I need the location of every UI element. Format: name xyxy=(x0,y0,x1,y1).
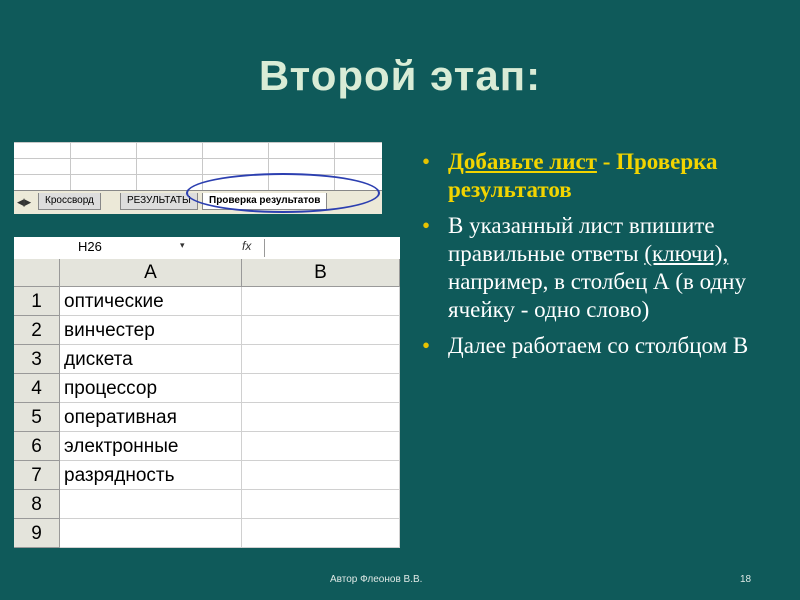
column-header-b[interactable]: B xyxy=(242,259,400,287)
cell-a[interactable] xyxy=(60,519,242,548)
bullet-dot: • xyxy=(422,149,431,174)
bullet-dot: • xyxy=(422,213,431,238)
cell-b[interactable] xyxy=(242,490,400,519)
cell-a[interactable]: электронные xyxy=(60,432,242,461)
cell-a[interactable]: процессор xyxy=(60,374,242,403)
cell-b[interactable] xyxy=(242,374,400,403)
add-sheet-text: Добавьте лист xyxy=(448,149,597,174)
row-header[interactable]: 2 xyxy=(14,316,60,345)
bullet-dot: • xyxy=(422,333,431,358)
cell-a[interactable]: оперативная xyxy=(60,403,242,432)
row-header[interactable]: 6 xyxy=(14,432,60,461)
bullet-item xyxy=(420,212,770,324)
cell-b[interactable] xyxy=(242,316,400,345)
row-header[interactable]: 9 xyxy=(14,519,60,548)
cell-a[interactable]: винчестер xyxy=(60,316,242,345)
page-number: 18 xyxy=(740,574,752,585)
cell-b[interactable] xyxy=(242,287,400,316)
footer-author: Автор Флеонов В.В. xyxy=(330,574,423,585)
keys-text: (ключи), xyxy=(644,241,729,266)
row-header[interactable]: 8 xyxy=(14,490,60,519)
tab-krossvord[interactable]: Кроссворд xyxy=(38,193,101,210)
cell-a[interactable]: разрядность xyxy=(60,461,242,490)
cell-a[interactable] xyxy=(60,490,242,519)
row-header[interactable]: 4 xyxy=(14,374,60,403)
slide-title: Второй этап: xyxy=(258,52,542,99)
name-box[interactable]: H26 xyxy=(78,239,102,254)
row-header[interactable]: 7 xyxy=(14,461,60,490)
cell-b[interactable] xyxy=(242,461,400,490)
tab-proverka-rezultatov[interactable]: Проверка результатов xyxy=(202,193,327,210)
column-header-a[interactable]: A xyxy=(60,259,242,287)
bullet-item xyxy=(420,148,770,204)
cell-a[interactable]: дискета xyxy=(60,345,242,374)
formula-bar xyxy=(14,237,400,260)
cell-b[interactable] xyxy=(242,345,400,374)
bullet-text: Далее работаем со столбцом В xyxy=(448,333,749,358)
formula-separator xyxy=(264,239,265,257)
bullet-list xyxy=(420,148,770,368)
grid-fragment xyxy=(14,142,382,190)
cell-a[interactable]: оптические xyxy=(60,287,242,316)
sheet-name-text: - Проверка результатов xyxy=(448,149,718,202)
row-header[interactable]: 3 xyxy=(14,345,60,374)
select-all-corner[interactable] xyxy=(14,259,60,287)
sheet-tab-bar xyxy=(14,190,382,214)
tab-scroll-buttons[interactable]: ◀|▶ xyxy=(17,197,31,207)
fx-icon[interactable]: fx xyxy=(242,239,252,253)
bullet-text: например, в столбец А (в одну ячейку - одно слово) xyxy=(448,269,746,322)
chevron-down-icon[interactable]: ▾ xyxy=(180,240,185,250)
tab-rezultaty[interactable]: РЕЗУЛЬТАТЫ xyxy=(120,193,198,210)
row-header[interactable]: 1 xyxy=(14,287,60,316)
bullet-item xyxy=(420,332,770,360)
cell-b[interactable] xyxy=(242,519,400,548)
spreadsheet xyxy=(14,237,400,548)
cell-b[interactable] xyxy=(242,403,400,432)
row-header[interactable]: 5 xyxy=(14,403,60,432)
cell-b[interactable] xyxy=(242,432,400,461)
sheet-tabs-panel xyxy=(14,142,382,214)
bullet-text: В указанный лист впишите правильные ответы xyxy=(448,213,715,266)
